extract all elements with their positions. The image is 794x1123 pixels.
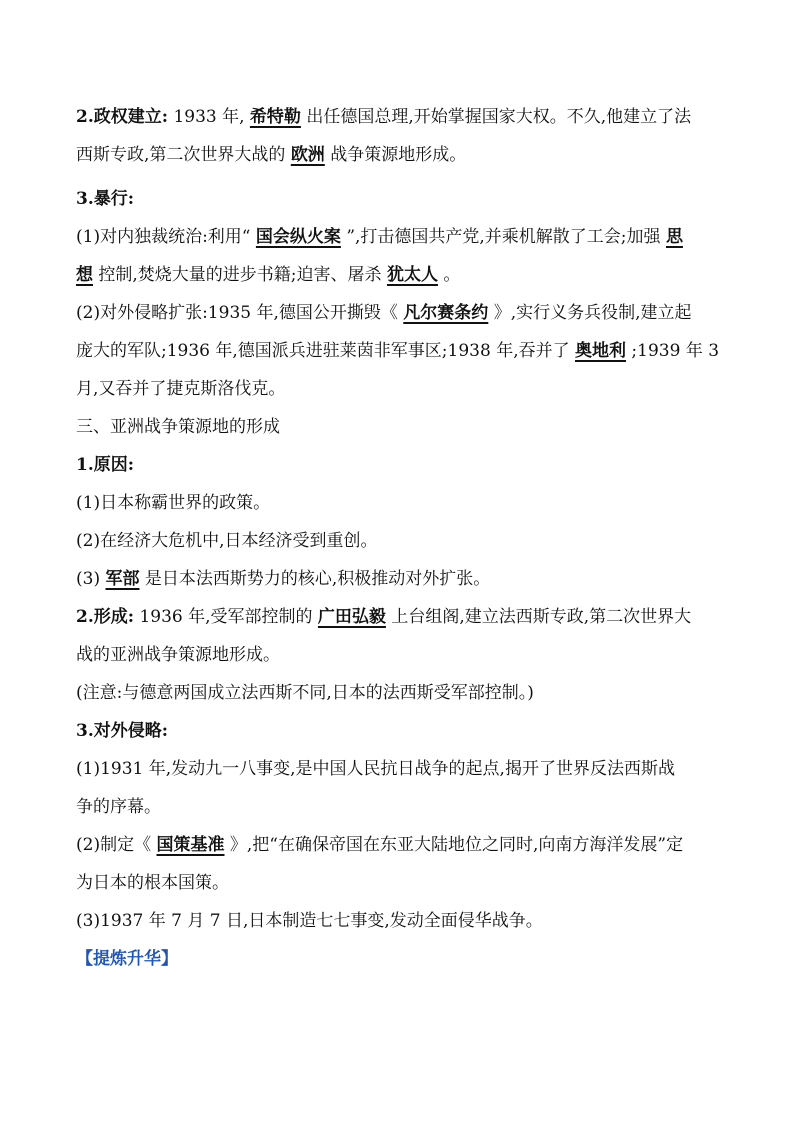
text: ”,打击德国共产党,并乘机解散了工会;加强 <box>346 227 661 247</box>
underlined-term: 希特勒 <box>249 107 301 127</box>
paragraph-line <box>76 98 726 136</box>
underlined-term: 国策基准 <box>156 835 225 855</box>
paragraph-line <box>76 294 726 332</box>
section-heading: 1.原因: <box>76 455 135 475</box>
section-heading: 3.暴行: <box>76 189 135 209</box>
text: 上台组阁,建立法西斯专政,第二次世界大 <box>391 607 692 627</box>
paragraph-line <box>76 256 726 294</box>
underlined-term: 想 <box>76 265 93 285</box>
underlined-term: 广田弘毅 <box>317 607 386 627</box>
text: 西斯专政,第二次世界大战的 <box>76 145 286 165</box>
section-heading-line <box>76 446 726 484</box>
text: (2)制定《 <box>76 835 152 855</box>
text: 。 <box>443 265 461 285</box>
paragraph-line <box>76 484 726 522</box>
paragraph-line <box>76 674 726 712</box>
paragraph-line <box>76 332 726 370</box>
paragraph-line <box>76 218 726 256</box>
paragraph-line <box>76 560 726 598</box>
text: 月,又吞并了捷克斯洛伐克。 <box>76 379 286 399</box>
paragraph-line <box>76 370 726 408</box>
section-heading: 2.政权建立: <box>76 107 169 127</box>
paragraph-line <box>76 788 726 826</box>
bracket-heading-line <box>76 940 726 978</box>
underlined-term: 凡尔赛条约 <box>403 303 489 323</box>
paragraph-line <box>76 750 726 788</box>
text: 战的亚洲战争策源地形成。 <box>76 645 280 665</box>
underlined-term: 思 <box>665 227 683 247</box>
section-heading-line <box>76 180 726 218</box>
underlined-term: 军部 <box>105 569 140 589</box>
text: 1936 年,受军部控制的 <box>139 607 313 627</box>
section-heading: 3.对外侵略: <box>76 721 169 741</box>
text: (3)1937 年 7 月 7 日,日本制造七七事变,发动全面侵华战争。 <box>76 911 543 931</box>
text: (2)对外侵略扩张:1935 年,德国公开撕毁《 <box>76 303 398 323</box>
text: 》,把“在确保帝国在东亚大陆地位之同时,向南方海洋发展”定 <box>229 835 684 855</box>
paragraph-line <box>76 636 726 674</box>
text: (3) <box>76 569 101 589</box>
underlined-term: 欧洲 <box>290 145 325 165</box>
text: (1)对内独裁统治:利用“ <box>76 227 251 247</box>
paragraph-line <box>76 136 726 174</box>
text: 》,实行义务兵役制,建立起 <box>493 303 692 323</box>
paragraph-line <box>76 598 726 636</box>
document-content <box>76 98 726 978</box>
section-title-line <box>76 408 726 446</box>
text: 出任德国总理,开始掌握国家大权。不久,他建立了法 <box>306 107 692 127</box>
text: 为日本的根本国策。 <box>76 873 229 893</box>
paragraph-line <box>76 826 726 864</box>
section-heading: 2.形成: <box>76 607 135 627</box>
text: 庞大的军队;1936 年,德国派兵进驻莱茵非军事区;1938 年,吞并了 <box>76 341 570 361</box>
text: 争的序幕。 <box>76 797 161 817</box>
section-title: 三、亚洲战争策源地的形成 <box>76 417 280 437</box>
underlined-term: 国会纵火案 <box>255 227 341 247</box>
text: 控制,焚烧大量的进步书籍;迫害、屠杀 <box>98 265 382 285</box>
text: 战争策源地形成。 <box>330 145 467 165</box>
underlined-term: 犹太人 <box>386 265 438 285</box>
text: (1)1931 年,发动九一八事变,是中国人民抗日战争的起点,揭开了世界反法西斯战 <box>76 759 675 779</box>
text: (2)在经济大危机中,日本经济受到重创。 <box>76 531 378 551</box>
underlined-term: 奥地利 <box>575 341 627 361</box>
text: (1)日本称霸世界的政策。 <box>76 493 271 513</box>
bracket-heading: 【提炼升华】 <box>76 949 178 969</box>
text: ;1939 年 3 <box>631 341 720 361</box>
paragraph-line <box>76 902 726 940</box>
text: 是日本法西斯势力的核心,积极推动对外扩张。 <box>144 569 491 589</box>
paragraph-line <box>76 864 726 902</box>
section-heading-line <box>76 712 726 750</box>
paragraph-line <box>76 522 726 560</box>
note-text: (注意:与德意两国成立法西斯不同,日本的法西斯受军部控制。) <box>76 683 534 703</box>
text: 1933 年, <box>173 107 245 127</box>
